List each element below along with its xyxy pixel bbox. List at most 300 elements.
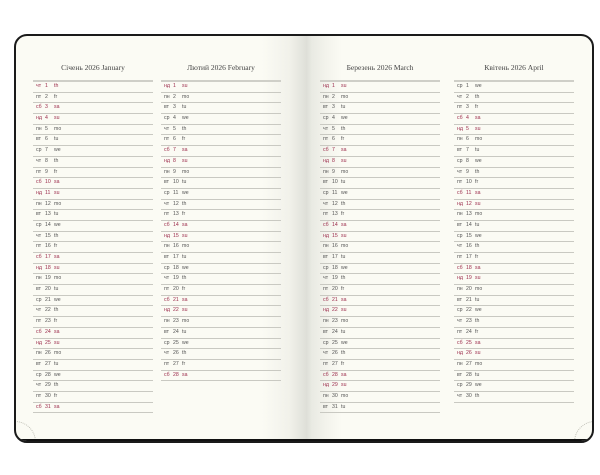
weekday-ua: вт bbox=[36, 136, 42, 143]
weekday-ua: чт bbox=[323, 275, 329, 282]
day-row bbox=[161, 168, 281, 179]
weekday-ua: сб bbox=[36, 104, 42, 111]
day-number: 17 bbox=[45, 254, 51, 260]
weekday-en: we bbox=[475, 382, 482, 389]
weekday-ua: пн bbox=[323, 392, 329, 399]
day-row bbox=[33, 103, 153, 114]
day-row bbox=[320, 242, 440, 253]
weekday-en: fr bbox=[475, 328, 479, 335]
day-number: 14 bbox=[332, 221, 338, 228]
weekday-ua: нд bbox=[164, 232, 170, 239]
weekday-ua: пн bbox=[323, 243, 329, 250]
weekday-ua: нд bbox=[164, 83, 170, 89]
weekday-ua: нд bbox=[323, 232, 329, 239]
weekday-ua: вт bbox=[164, 328, 170, 335]
weekday-en: su bbox=[475, 200, 481, 207]
weekday-ua: пт bbox=[457, 328, 463, 335]
day-row bbox=[33, 392, 153, 403]
day-row bbox=[161, 114, 281, 125]
day-number: 22 bbox=[332, 307, 338, 314]
day-number: 8 bbox=[332, 157, 335, 164]
weekday-ua: вт bbox=[457, 221, 463, 228]
weekday-en: tu bbox=[54, 286, 59, 293]
month-title: Квітень 2026 April bbox=[484, 63, 544, 72]
weekday-ua: чт bbox=[36, 382, 42, 389]
weekday-ua: нд bbox=[164, 157, 170, 164]
day-row bbox=[320, 339, 440, 350]
weekday-ua: ср bbox=[164, 189, 170, 196]
day-row bbox=[454, 392, 574, 403]
weekday-ua: сб bbox=[36, 403, 42, 410]
day-row bbox=[161, 157, 281, 168]
day-number: 10 bbox=[45, 179, 51, 186]
weekday-en: th bbox=[182, 350, 187, 357]
weekday-ua: пн bbox=[164, 168, 170, 175]
day-row bbox=[320, 157, 440, 168]
day-row bbox=[320, 82, 440, 93]
day-number: 29 bbox=[466, 382, 472, 389]
weekday-ua: нд bbox=[164, 307, 170, 314]
weekday-en: su bbox=[182, 83, 188, 89]
day-row bbox=[454, 317, 574, 328]
day-row bbox=[454, 221, 574, 232]
weekday-ua: пт bbox=[457, 254, 463, 260]
weekday-en: mo bbox=[341, 243, 349, 250]
day-row bbox=[454, 242, 574, 253]
weekday-ua: пн bbox=[457, 136, 463, 143]
day-number: 17 bbox=[466, 254, 472, 260]
day-number: 6 bbox=[466, 136, 469, 143]
day-number: 28 bbox=[332, 371, 338, 378]
day-number: 13 bbox=[332, 211, 338, 218]
weekday-en: fr bbox=[54, 93, 58, 100]
weekday-ua: ср bbox=[36, 147, 42, 154]
weekday-ua: чт bbox=[323, 200, 329, 207]
weekday-en: sa bbox=[54, 179, 60, 186]
weekday-ua: ср bbox=[457, 232, 463, 239]
day-number: 25 bbox=[466, 339, 472, 346]
day-row bbox=[454, 371, 574, 382]
weekday-ua: пт bbox=[457, 179, 463, 186]
weekday-en: th bbox=[54, 232, 59, 239]
weekday-en: fr bbox=[182, 211, 186, 218]
day-number: 4 bbox=[45, 115, 48, 122]
day-number: 17 bbox=[332, 254, 338, 260]
day-number: 10 bbox=[466, 179, 472, 186]
day-number: 23 bbox=[173, 318, 179, 325]
day-row bbox=[454, 103, 574, 114]
day-row bbox=[454, 157, 574, 168]
day-number: 25 bbox=[332, 339, 338, 346]
weekday-ua: пт bbox=[457, 104, 463, 111]
weekday-ua: вт bbox=[164, 179, 170, 186]
day-number: 22 bbox=[173, 307, 179, 314]
weekday-en: th bbox=[475, 318, 480, 325]
day-row bbox=[161, 306, 281, 317]
day-number: 28 bbox=[466, 371, 472, 378]
weekday-en: we bbox=[182, 264, 189, 271]
day-number: 8 bbox=[45, 157, 48, 164]
day-row bbox=[320, 232, 440, 243]
weekday-en: th bbox=[475, 243, 480, 250]
day-number: 19 bbox=[332, 275, 338, 282]
day-row bbox=[320, 200, 440, 211]
month-column-january bbox=[33, 63, 153, 413]
day-row bbox=[454, 200, 574, 211]
weekday-en: th bbox=[182, 200, 187, 207]
day-number: 18 bbox=[466, 264, 472, 271]
weekday-ua: чт bbox=[323, 125, 329, 132]
day-row bbox=[33, 221, 153, 232]
day-number: 18 bbox=[332, 264, 338, 271]
day-row bbox=[33, 339, 153, 350]
weekday-en: tu bbox=[182, 254, 187, 260]
weekday-en: su bbox=[341, 83, 347, 89]
day-row bbox=[454, 296, 574, 307]
page-corner-decoration bbox=[14, 421, 36, 443]
day-number: 1 bbox=[45, 83, 48, 89]
day-number: 3 bbox=[45, 104, 48, 111]
weekday-en: tu bbox=[475, 296, 480, 303]
day-row bbox=[161, 371, 281, 382]
day-row bbox=[33, 253, 153, 264]
day-number: 30 bbox=[45, 392, 51, 399]
day-number: 22 bbox=[45, 307, 51, 314]
weekday-ua: пт bbox=[323, 286, 329, 293]
weekday-ua: пт bbox=[323, 360, 329, 367]
day-number: 5 bbox=[173, 125, 176, 132]
weekday-ua: ср bbox=[323, 264, 329, 271]
day-row bbox=[454, 210, 574, 221]
day-number: 13 bbox=[466, 211, 472, 218]
day-row bbox=[161, 360, 281, 371]
day-list bbox=[33, 82, 153, 413]
day-row bbox=[33, 114, 153, 125]
weekday-ua: сб bbox=[36, 179, 42, 186]
weekday-ua: сб bbox=[457, 264, 463, 271]
weekday-en: su bbox=[341, 382, 347, 389]
day-number: 22 bbox=[466, 307, 472, 314]
day-row bbox=[320, 381, 440, 392]
weekday-en: fr bbox=[341, 286, 345, 293]
day-row bbox=[320, 125, 440, 136]
weekday-ua: пн bbox=[457, 360, 463, 367]
weekday-en: we bbox=[341, 339, 348, 346]
weekday-ua: пн bbox=[457, 211, 463, 218]
weekday-en: tu bbox=[341, 179, 346, 186]
weekday-ua: ср bbox=[457, 157, 463, 164]
weekday-en: th bbox=[54, 307, 59, 314]
weekday-en: we bbox=[182, 339, 189, 346]
weekday-en: su bbox=[54, 115, 60, 122]
day-number: 19 bbox=[45, 275, 51, 282]
left-page bbox=[16, 36, 301, 441]
day-list bbox=[320, 82, 440, 413]
weekday-ua: ср bbox=[36, 221, 42, 228]
weekday-ua: пт bbox=[36, 318, 42, 325]
weekday-en: mo bbox=[182, 318, 190, 325]
day-row bbox=[454, 328, 574, 339]
day-number: 25 bbox=[45, 339, 51, 346]
weekday-en: mo bbox=[341, 168, 349, 175]
day-row bbox=[33, 264, 153, 275]
weekday-en: sa bbox=[475, 339, 481, 346]
weekday-ua: чт bbox=[457, 93, 463, 100]
month-title: Березень 2026 March bbox=[346, 63, 414, 72]
weekday-en: we bbox=[475, 83, 482, 89]
day-row bbox=[454, 264, 574, 275]
weekday-en: th bbox=[341, 200, 346, 207]
weekday-en: sa bbox=[341, 296, 347, 303]
day-row bbox=[454, 339, 574, 350]
weekday-en: su bbox=[54, 264, 60, 271]
weekday-en: tu bbox=[341, 328, 346, 335]
weekday-ua: вт bbox=[36, 286, 42, 293]
day-number: 4 bbox=[332, 115, 335, 122]
day-number: 17 bbox=[173, 254, 179, 260]
weekday-en: mo bbox=[182, 243, 190, 250]
day-number: 12 bbox=[173, 200, 179, 207]
weekday-en: fr bbox=[475, 104, 479, 111]
day-number: 5 bbox=[45, 125, 48, 132]
weekday-en: su bbox=[341, 157, 347, 164]
weekday-en: tu bbox=[341, 403, 346, 410]
day-number: 2 bbox=[332, 93, 335, 100]
weekday-ua: пт bbox=[164, 360, 170, 367]
day-row bbox=[33, 285, 153, 296]
weekday-ua: нд bbox=[457, 350, 463, 357]
weekday-en: sa bbox=[54, 328, 60, 335]
day-number: 11 bbox=[466, 189, 472, 196]
weekday-en: we bbox=[182, 115, 189, 122]
weekday-ua: нд bbox=[457, 200, 463, 207]
weekday-ua: сб bbox=[164, 371, 170, 378]
weekday-ua: вт bbox=[323, 328, 329, 335]
day-list bbox=[161, 82, 281, 381]
day-row bbox=[454, 285, 574, 296]
day-number: 24 bbox=[45, 328, 51, 335]
weekday-ua: сб bbox=[457, 115, 463, 122]
weekday-ua: пт bbox=[36, 93, 42, 100]
weekday-ua: пт bbox=[164, 286, 170, 293]
weekday-en: th bbox=[475, 392, 480, 399]
day-number: 3 bbox=[332, 104, 335, 111]
day-row bbox=[33, 146, 153, 157]
weekday-en: tu bbox=[182, 328, 187, 335]
day-row bbox=[320, 114, 440, 125]
weekday-en: we bbox=[475, 232, 482, 239]
day-number: 7 bbox=[173, 147, 176, 154]
day-row bbox=[454, 349, 574, 360]
weekday-ua: пт bbox=[164, 136, 170, 143]
weekday-en: tu bbox=[341, 254, 346, 260]
weekday-ua: вт bbox=[164, 104, 170, 111]
weekday-en: sa bbox=[182, 296, 188, 303]
day-row bbox=[320, 221, 440, 232]
weekday-en: tu bbox=[54, 360, 59, 367]
day-row bbox=[320, 392, 440, 403]
day-number: 7 bbox=[466, 147, 469, 154]
day-number: 26 bbox=[45, 350, 51, 357]
weekday-en: mo bbox=[54, 125, 62, 132]
day-number: 2 bbox=[466, 93, 469, 100]
day-number: 1 bbox=[466, 83, 469, 89]
weekday-ua: ср bbox=[164, 115, 170, 122]
day-number: 8 bbox=[466, 157, 469, 164]
day-number: 12 bbox=[466, 200, 472, 207]
weekday-ua: пн bbox=[164, 318, 170, 325]
weekday-en: tu bbox=[475, 371, 480, 378]
weekday-ua: чт bbox=[164, 350, 170, 357]
day-number: 13 bbox=[45, 211, 51, 218]
day-number: 15 bbox=[466, 232, 472, 239]
day-number: 2 bbox=[45, 93, 48, 100]
weekday-ua: вт bbox=[36, 211, 42, 218]
day-row bbox=[320, 371, 440, 382]
day-row bbox=[320, 253, 440, 264]
day-row bbox=[454, 232, 574, 243]
day-row bbox=[33, 274, 153, 285]
day-number: 14 bbox=[466, 221, 472, 228]
weekday-ua: пн bbox=[457, 286, 463, 293]
weekday-ua: чт bbox=[457, 392, 463, 399]
weekday-en: sa bbox=[341, 221, 347, 228]
weekday-en: th bbox=[54, 83, 59, 89]
day-number: 18 bbox=[45, 264, 51, 271]
weekday-en: su bbox=[475, 125, 481, 132]
weekday-en: we bbox=[54, 371, 61, 378]
weekday-ua: сб bbox=[164, 221, 170, 228]
weekday-ua: нд bbox=[323, 382, 329, 389]
weekday-ua: пн bbox=[164, 243, 170, 250]
day-row bbox=[161, 135, 281, 146]
month-column-march bbox=[320, 63, 440, 413]
day-number: 7 bbox=[45, 147, 48, 154]
weekday-ua: сб bbox=[164, 147, 170, 154]
day-row bbox=[161, 210, 281, 221]
weekday-ua: ср bbox=[164, 339, 170, 346]
day-row bbox=[320, 403, 440, 414]
day-number: 30 bbox=[332, 392, 338, 399]
day-number: 31 bbox=[332, 403, 338, 410]
weekday-ua: сб bbox=[323, 147, 329, 154]
day-row bbox=[454, 82, 574, 93]
day-row bbox=[33, 210, 153, 221]
weekday-en: fr bbox=[341, 360, 345, 367]
weekday-ua: вт bbox=[323, 179, 329, 186]
weekday-en: we bbox=[475, 307, 482, 314]
day-row bbox=[33, 381, 153, 392]
weekday-ua: вт bbox=[457, 296, 463, 303]
day-row bbox=[320, 306, 440, 317]
day-row bbox=[161, 317, 281, 328]
weekday-ua: ср bbox=[457, 382, 463, 389]
day-number: 2 bbox=[173, 93, 176, 100]
day-row bbox=[320, 285, 440, 296]
day-row bbox=[320, 296, 440, 307]
weekday-ua: пн bbox=[164, 93, 170, 100]
day-number: 27 bbox=[173, 360, 179, 367]
weekday-ua: пн bbox=[36, 200, 42, 207]
day-number: 28 bbox=[45, 371, 51, 378]
weekday-ua: пн bbox=[323, 318, 329, 325]
day-row bbox=[161, 232, 281, 243]
weekday-en: sa bbox=[54, 254, 60, 260]
weekday-ua: сб bbox=[457, 189, 463, 196]
weekday-en: tu bbox=[475, 221, 480, 228]
day-number: 18 bbox=[173, 264, 179, 271]
day-row bbox=[320, 93, 440, 104]
day-number: 29 bbox=[45, 382, 51, 389]
weekday-ua: ср bbox=[36, 296, 42, 303]
day-number: 4 bbox=[173, 115, 176, 122]
day-row bbox=[161, 296, 281, 307]
weekday-en: fr bbox=[54, 168, 58, 175]
weekday-en: th bbox=[54, 157, 59, 164]
day-row bbox=[33, 125, 153, 136]
weekday-ua: пн bbox=[323, 168, 329, 175]
day-row bbox=[161, 103, 281, 114]
day-number: 12 bbox=[332, 200, 338, 207]
day-number: 15 bbox=[45, 232, 51, 239]
day-number: 8 bbox=[173, 157, 176, 164]
weekday-en: mo bbox=[54, 275, 62, 282]
day-number: 20 bbox=[173, 286, 179, 293]
weekday-ua: нд bbox=[323, 157, 329, 164]
day-number: 4 bbox=[466, 115, 469, 122]
weekday-en: tu bbox=[182, 179, 187, 186]
weekday-en: mo bbox=[475, 286, 483, 293]
day-number: 6 bbox=[332, 136, 335, 143]
day-row bbox=[320, 274, 440, 285]
day-number: 21 bbox=[466, 296, 472, 303]
day-row bbox=[454, 381, 574, 392]
weekday-ua: чт bbox=[164, 275, 170, 282]
day-number: 16 bbox=[466, 243, 472, 250]
day-number: 16 bbox=[332, 243, 338, 250]
weekday-en: we bbox=[182, 189, 189, 196]
weekday-en: mo bbox=[341, 93, 349, 100]
weekday-ua: сб bbox=[323, 371, 329, 378]
weekday-ua: нд bbox=[36, 189, 42, 196]
day-number: 5 bbox=[466, 125, 469, 132]
weekday-ua: вт bbox=[457, 147, 463, 154]
weekday-en: sa bbox=[475, 264, 481, 271]
weekday-ua: пт bbox=[323, 211, 329, 218]
day-number: 23 bbox=[332, 318, 338, 325]
day-number: 16 bbox=[173, 243, 179, 250]
day-row bbox=[161, 93, 281, 104]
weekday-en: mo bbox=[475, 360, 483, 367]
weekday-en: tu bbox=[54, 211, 59, 218]
weekday-ua: вт bbox=[323, 254, 329, 260]
day-number: 26 bbox=[466, 350, 472, 357]
weekday-ua: вт bbox=[457, 371, 463, 378]
weekday-ua: чт bbox=[164, 200, 170, 207]
day-row bbox=[161, 285, 281, 296]
day-row bbox=[161, 349, 281, 360]
weekday-en: th bbox=[54, 382, 59, 389]
weekday-en: we bbox=[54, 147, 61, 154]
weekday-ua: нд bbox=[323, 83, 329, 89]
day-row bbox=[33, 317, 153, 328]
weekday-ua: ср bbox=[36, 371, 42, 378]
day-number: 14 bbox=[45, 221, 51, 228]
day-row bbox=[161, 178, 281, 189]
weekday-ua: вт bbox=[323, 104, 329, 111]
weekday-en: fr bbox=[54, 392, 58, 399]
day-row bbox=[454, 274, 574, 285]
